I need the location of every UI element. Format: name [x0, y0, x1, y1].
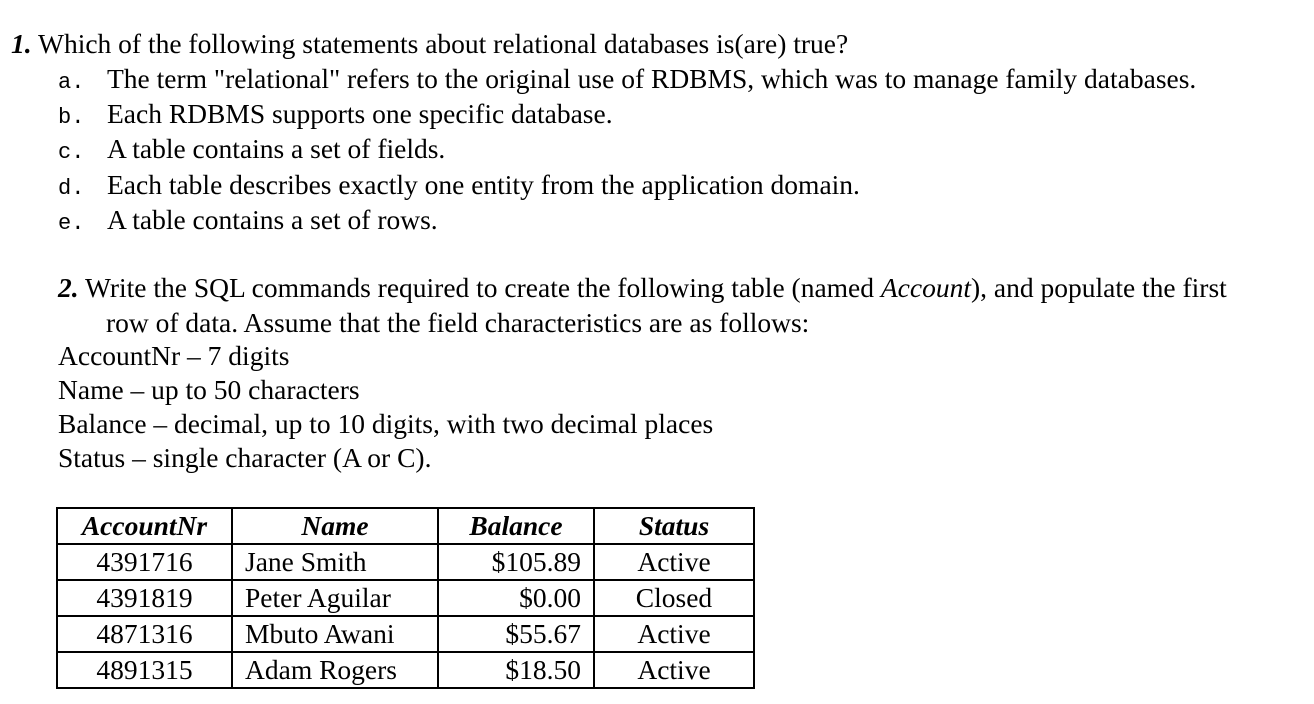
spec-status: Status – single character (A or C). — [58, 442, 432, 473]
option-d — [58, 167, 860, 207]
option-e — [58, 202, 438, 242]
header-status: Status — [594, 508, 754, 544]
spec-accountnr: AccountNr – 7 digits — [58, 340, 290, 371]
question-1-prompt — [11, 26, 848, 62]
cell-status: Active — [594, 616, 754, 652]
header-accountnr: AccountNr — [57, 508, 232, 544]
table-row — [57, 580, 754, 616]
cell-balance: $55.67 — [438, 616, 594, 652]
spec-name: Name – up to 50 characters — [58, 374, 360, 405]
option-text: A table contains a set of fields. — [107, 133, 446, 164]
question-2-prompt-continued: row of data. Assume that the field characteristics are as follows: — [106, 307, 810, 338]
cell-balance: $18.50 — [438, 652, 594, 688]
cell-balance: $0.00 — [438, 580, 594, 616]
option-a — [58, 61, 1196, 101]
spec-balance: Balance – decimal, up to 10 digits, with two decimal places — [58, 408, 714, 439]
account-table — [56, 507, 755, 689]
cell-accountnr: 4391819 — [57, 580, 232, 616]
cell-accountnr: 4891315 — [57, 652, 232, 688]
cell-balance: $105.89 — [438, 544, 594, 580]
option-letter: e. — [58, 211, 85, 236]
cell-status: Closed — [594, 580, 754, 616]
cell-name: Mbuto Awani — [232, 616, 438, 652]
option-letter: b. — [58, 105, 85, 130]
option-c — [58, 131, 445, 171]
option-text: The term "relational" refers to the original use of RDBMS, which was to manage family databases. — [107, 63, 1197, 94]
question-2-number: 2. — [58, 272, 79, 303]
option-letter: a. — [58, 70, 85, 95]
header-balance: Balance — [438, 508, 594, 544]
cell-name: Peter Aguilar — [232, 580, 438, 616]
cell-name: Adam Rogers — [232, 652, 438, 688]
question-1-number: 1. — [11, 28, 32, 59]
table-header-row — [57, 508, 754, 544]
question-2-text-before: Write the SQL commands required to create the following table (named — [78, 272, 881, 303]
option-letter: d. — [58, 176, 85, 201]
question-2-text-after: ), and populate the first — [970, 272, 1227, 303]
option-b — [58, 96, 613, 136]
header-name: Name — [232, 508, 438, 544]
table-row — [57, 652, 754, 688]
cell-accountnr: 4391716 — [57, 544, 232, 580]
table-row — [57, 616, 754, 652]
question-2-prompt — [58, 270, 1227, 306]
question-2-table-name: Account — [880, 272, 971, 303]
option-letter: c. — [58, 140, 85, 165]
cell-name: Jane Smith — [232, 544, 438, 580]
option-text: Each RDBMS supports one specific database. — [107, 98, 613, 129]
option-text: A table contains a set of rows. — [107, 204, 438, 235]
table-row — [57, 544, 754, 580]
cell-status: Active — [594, 544, 754, 580]
option-text: Each table describes exactly one entity from the application domain. — [107, 169, 860, 200]
question-1-text: Which of the following statements about relational databases is(are) true? — [31, 28, 849, 59]
cell-accountnr: 4871316 — [57, 616, 232, 652]
cell-status: Active — [594, 652, 754, 688]
